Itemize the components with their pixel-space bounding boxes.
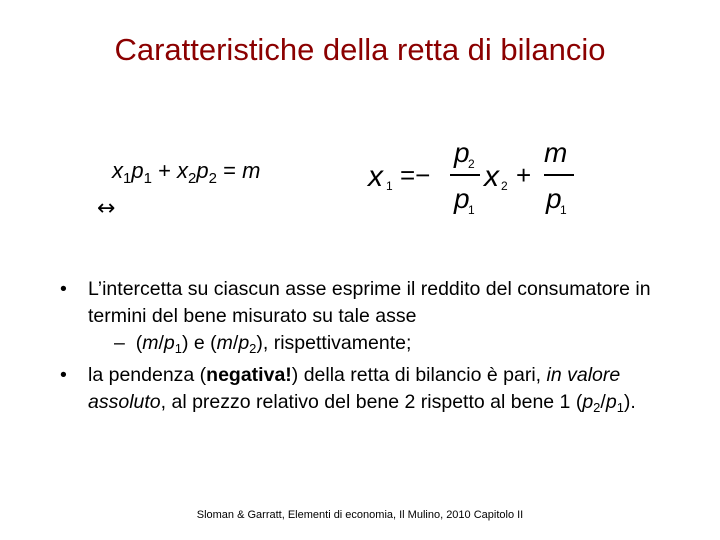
formula-num-p-sub: 2	[468, 157, 475, 171]
formula-x1: x	[368, 160, 383, 193]
bullet-dot: •	[60, 364, 67, 386]
plus-sign: +	[158, 158, 171, 183]
italic-text: in valore assoluto	[88, 364, 621, 413]
budget-line-formula	[360, 132, 600, 222]
bullet-list	[60, 276, 700, 421]
bullet-dot: •	[60, 278, 67, 300]
formula-den-p-sub: 1	[560, 203, 567, 217]
formula-plus: +	[516, 160, 532, 190]
formula-x2-sub: 2	[501, 179, 508, 193]
sub-item: – $(m/p_1)$ e $(m/p_2)$, rispettivamente;	[114, 332, 412, 356]
formula-num-p: p	[454, 137, 470, 168]
bold-text: negativa!	[206, 364, 292, 386]
slide-title: Caratteristiche della retta di bilancio	[114, 32, 606, 67]
double-arrow-icon: ↔	[97, 196, 116, 221]
subscript: 2	[188, 170, 197, 187]
formula-num-m: m	[544, 137, 568, 168]
var-p: p	[131, 158, 144, 183]
bullet-text: L’intercetta su ciascun asse esprime il reddito del consumatore in termini del bene misurato su tale asse	[88, 278, 651, 327]
subscript: 1	[123, 170, 132, 187]
formula-x2: x	[484, 160, 499, 193]
formula-equals-minus: =−	[400, 160, 431, 190]
var-p: p	[196, 158, 209, 183]
subscript: 1	[143, 170, 152, 187]
subscript: 2	[208, 170, 217, 187]
formula-den-p: p	[454, 183, 470, 214]
footer-citation: Sloman & Garratt, Elementi di economia, Il Mulino, 2010 Capitolo II	[196, 509, 524, 521]
var-m: m	[242, 158, 261, 183]
budget-equation	[112, 158, 260, 187]
bullet-slope: • la pendenza (negativa!) della retta di bilancio è pari, in valore assoluto, al prezzo relativo del bene 2 rispetto al bene 1 $(p_2/p_1)$.	[60, 364, 636, 415]
var-x: x	[177, 158, 189, 183]
formula-den-p-sub: 1	[468, 203, 475, 217]
var-x: x	[112, 158, 123, 183]
formula-den-p: p	[546, 183, 562, 214]
formula-x1-sub: 1	[386, 179, 393, 193]
equals-sign: =	[223, 158, 236, 183]
bullet-intercept	[60, 276, 700, 362]
